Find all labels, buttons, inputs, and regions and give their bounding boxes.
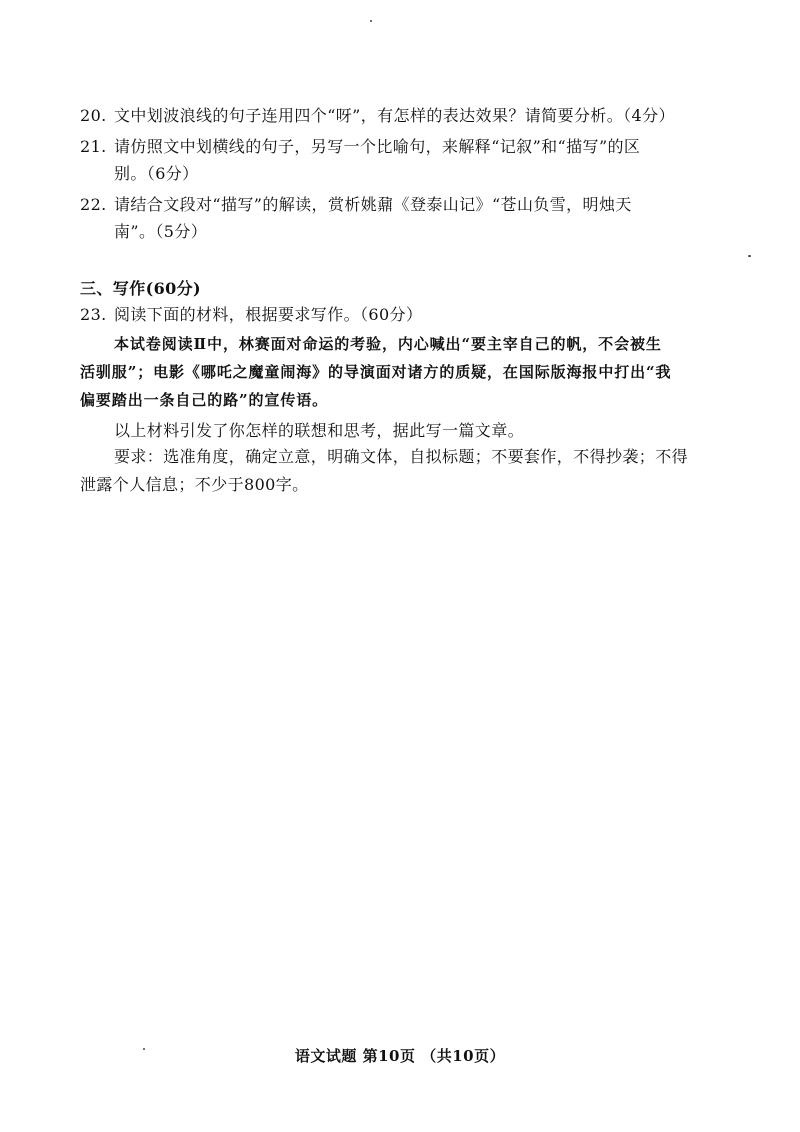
page-footer: 语文试题 第10页 （共10页） <box>294 1047 506 1065</box>
question-22-continued: 南”。（5分） <box>114 222 208 241</box>
question-21 <box>80 136 640 158</box>
question-number: 22. <box>80 195 107 214</box>
question-22 <box>80 194 632 216</box>
question-text: 阅读下面的材料，根据要求写作。（60分） <box>114 305 423 324</box>
question-21-continued: 别。（6分） <box>114 164 199 183</box>
scan-speck <box>748 255 751 257</box>
question-text: 请结合文段对“描写”的解读，赏析姚鼐《登泰山记》“苍山负雪，明烛天 <box>114 195 632 214</box>
section-heading: 三、写作(60分) <box>80 279 202 298</box>
material-line: 本试卷阅读Ⅱ中，林赛面对命运的考验，内心喊出“要主宰自己的帆，不会被生 <box>114 335 662 353</box>
question-number: 20. <box>80 106 107 125</box>
question-text: 文中划波浪线的句子连用四个“呀”，有怎样的表达效果？请简要分析。（4分） <box>114 106 675 125</box>
question-number: 23. <box>80 305 107 324</box>
writing-requirements-continued: 泄露个人信息；不少于800字。 <box>80 475 309 494</box>
question-number: 21. <box>80 137 107 156</box>
question-20 <box>80 105 675 127</box>
material-line: 偏要踏出一条自己的路”的宣传语。 <box>80 391 329 409</box>
question-23 <box>80 304 422 326</box>
question-text: 请仿照文中划横线的句子，另写一个比喻句，来解释“记叙”和“描写”的区 <box>114 137 641 156</box>
material-line: 活驯服”；电影《哪吒之魔童闹海》的导演面对诸方的质疑，在国际版海报中打出“我 <box>80 363 672 381</box>
writing-prompt: 以上材料引发了你怎样的联想和思考，据此写一篇文章。 <box>114 421 525 440</box>
writing-requirements: 要求：选准角度，确定立意，明确文体，自拟标题；不要套作，不得抄袭；不得 <box>114 447 689 466</box>
scan-speck <box>370 20 372 22</box>
